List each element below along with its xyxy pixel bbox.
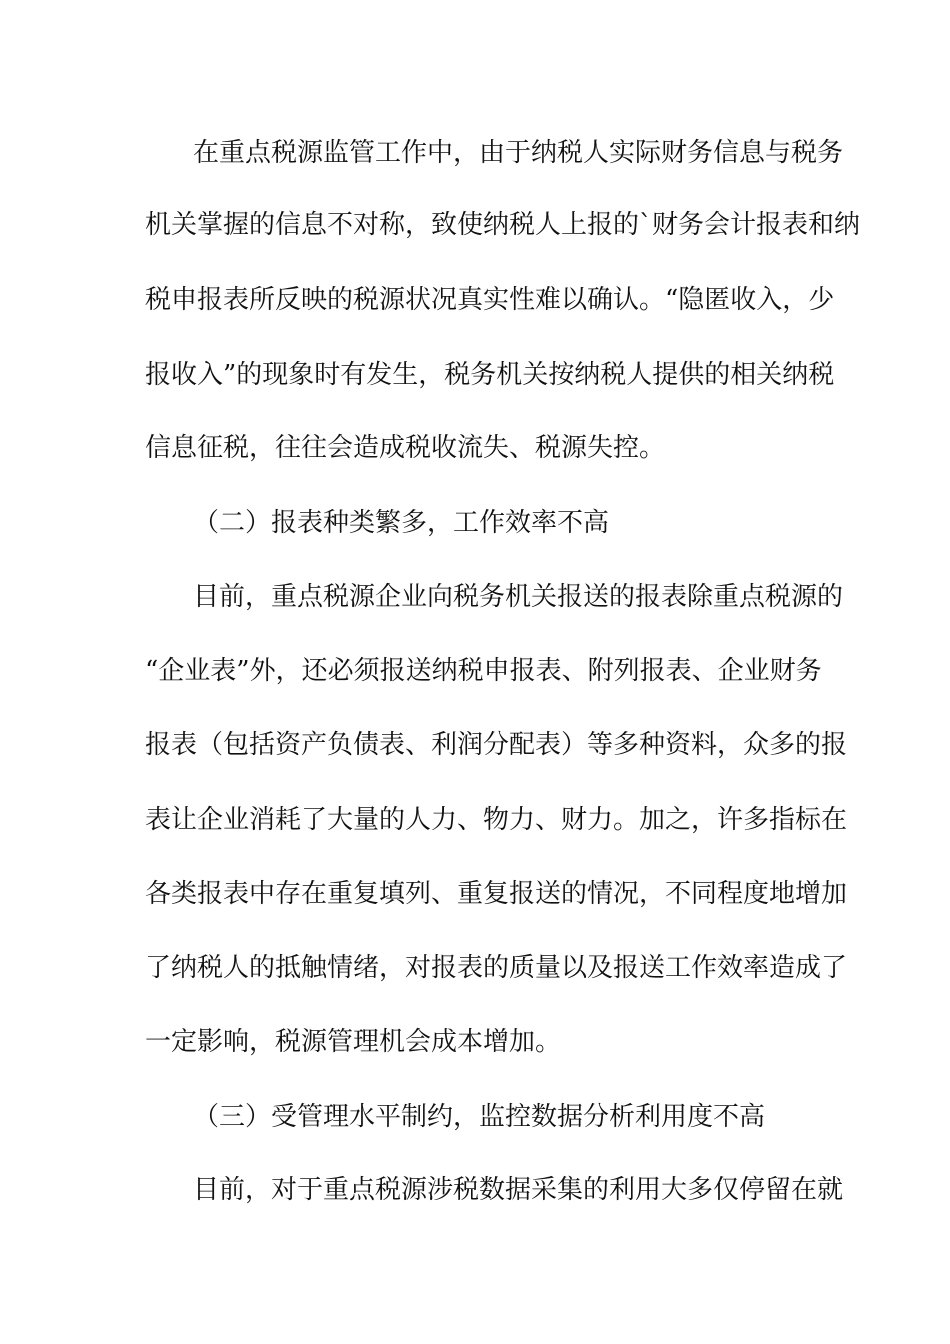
paragraph-2-line-5: 各类报表中存在重复填列、重复报送的情况，不同程度地增加 — [145, 879, 848, 909]
paragraph-2-line-2: “企业表”外，还必须报送纳税申报表、附列报表、企业财务 — [145, 656, 822, 686]
paragraph-1-line-2: 机关掌握的信息不对称，致使纳税人上报的`财务会计报表和纳 — [145, 210, 861, 240]
section-heading-3: （三）受管理水平制约，监控数据分析利用度不高 — [193, 1102, 766, 1132]
paragraph-2-line-3: 报表（包括资产负债表、利润分配表）等多种资料，众多的报 — [145, 730, 848, 760]
paragraph-2-line-6: 了纳税人的抵触情绪，对报表的质量以及报送工作效率造成了 — [145, 953, 848, 983]
paragraph-1-line-3: 税申报表所反映的税源状况真实性难以确认。“隐匿收入，少 — [145, 285, 835, 315]
paragraph-2-line-1: 目前，重点税源企业向税务机关报送的报表除重点税源的 — [193, 582, 844, 612]
paragraph-3-line-1: 目前，对于重点税源涉税数据采集的利用大多仅停留在就 — [193, 1175, 844, 1205]
paragraph-1-line-1: 在重点税源监管工作中，由于纳税人实际财务信息与税务 — [193, 138, 844, 168]
paragraph-1-line-4: 报收入”的现象时有发生，税务机关按纳税人提供的相关纳税 — [145, 360, 835, 390]
paragraph-1-line-5: 信息征税，往往会造成税收流失、税源失控。 — [145, 433, 666, 463]
paragraph-2-line-4: 表让企业消耗了大量的人力、物力、财力。加之，许多指标在 — [145, 805, 848, 835]
section-heading-2: （二）报表种类繁多，工作效率不高 — [193, 508, 610, 538]
paragraph-2-line-7: 一定影响，税源管理机会成本增加。 — [145, 1027, 562, 1057]
